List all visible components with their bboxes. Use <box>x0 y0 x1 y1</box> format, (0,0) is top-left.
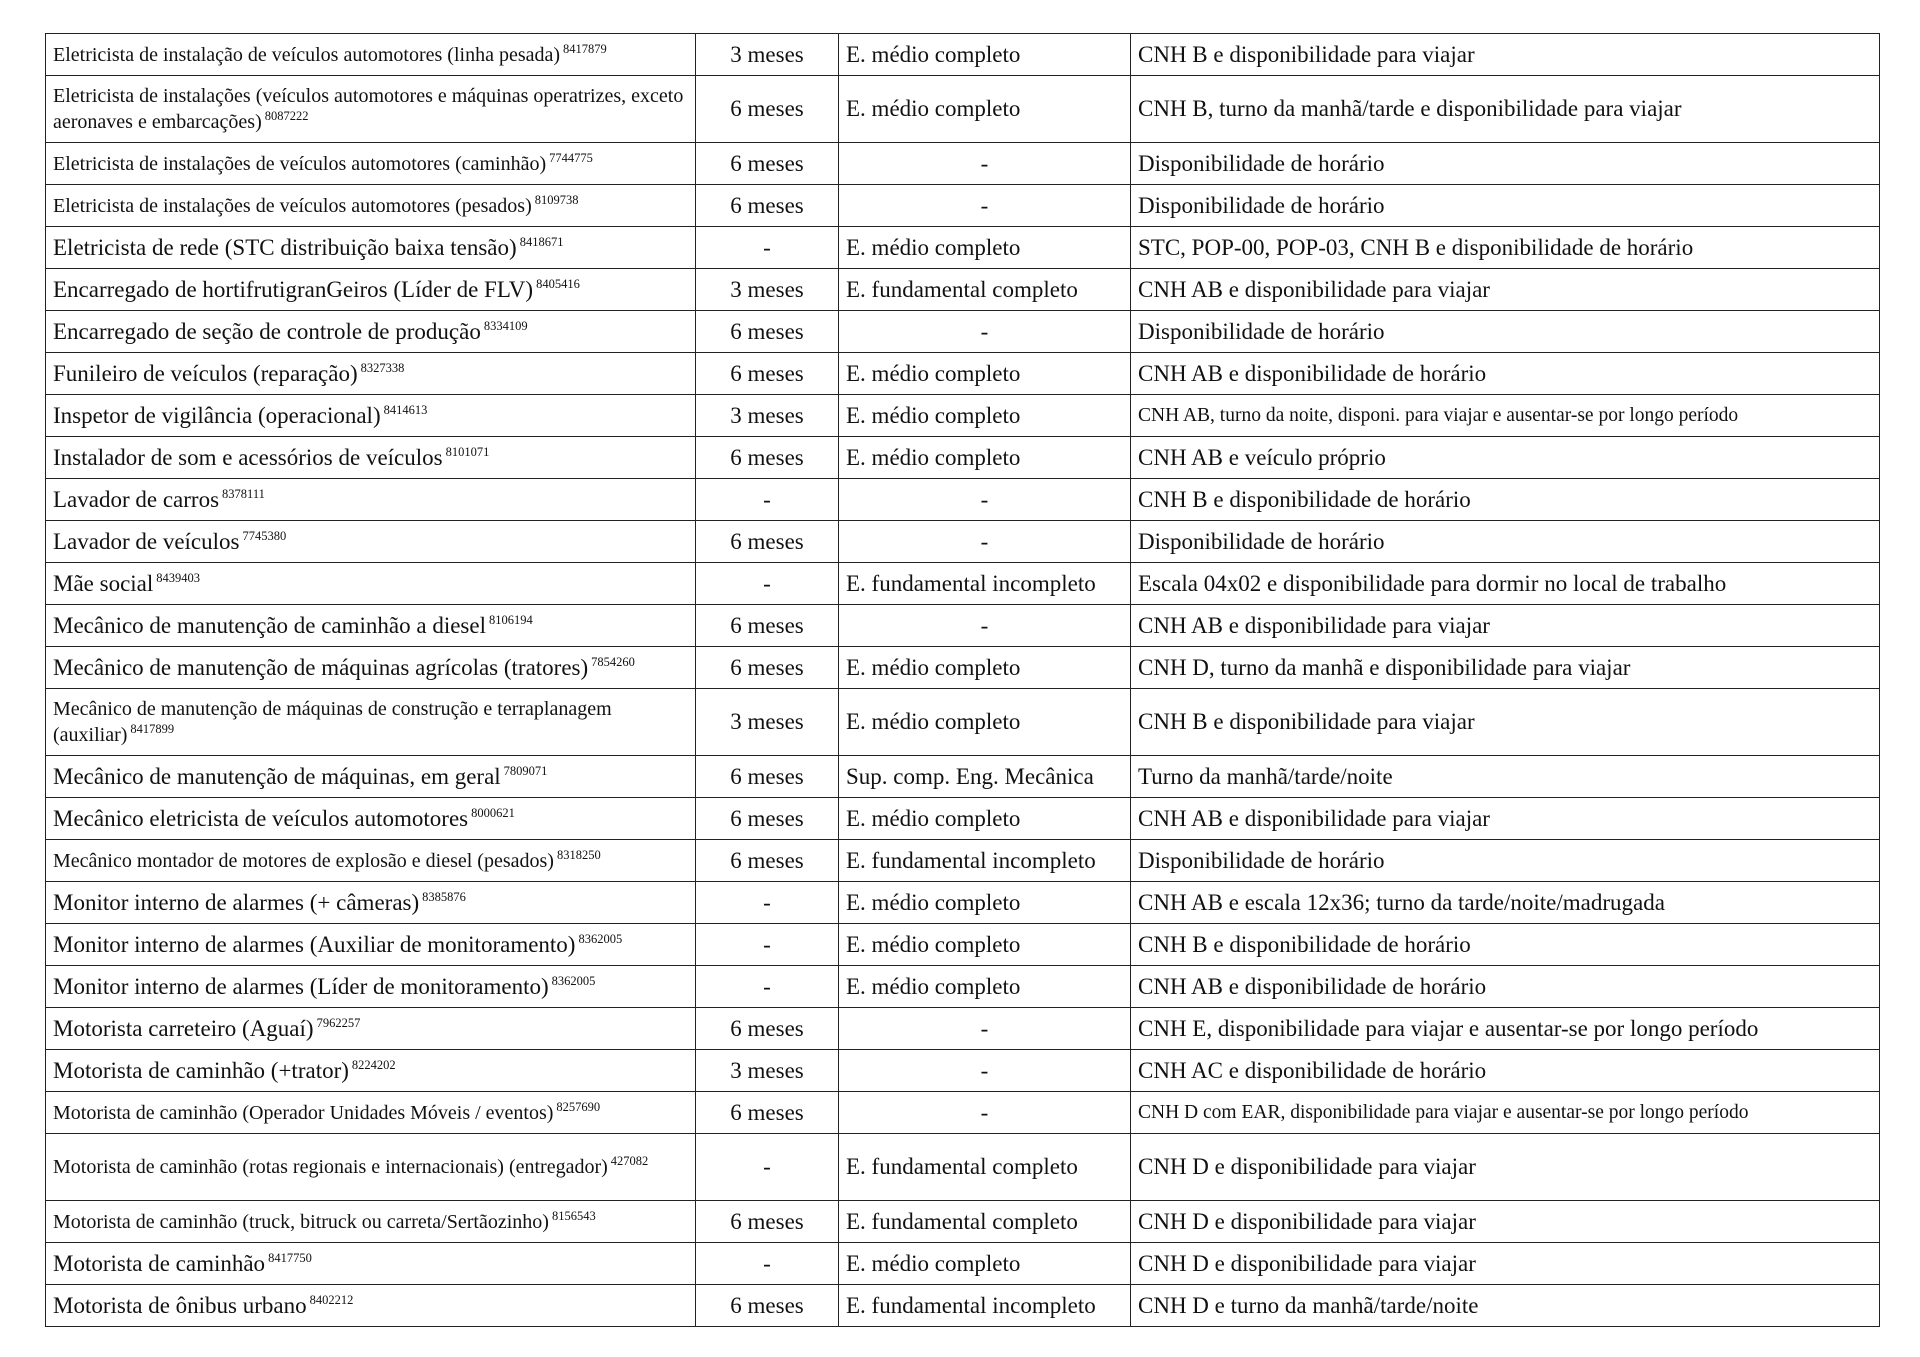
experience-cell: 6 meses <box>696 185 839 227</box>
table-row <box>46 143 1880 185</box>
table-row <box>46 1201 1880 1243</box>
experience-cell: 6 meses <box>696 353 839 395</box>
table-row <box>46 647 1880 689</box>
job-title: Eletricista de rede (STC distribuição baixa tensão) <box>53 234 517 260</box>
education-cell: E. fundamental completo <box>839 269 1131 311</box>
education-cell: E. médio completo <box>839 437 1131 479</box>
education-cell: E. médio completo <box>839 34 1131 76</box>
job-code: 427082 <box>610 1154 649 1169</box>
education-cell: E. médio completo <box>839 882 1131 924</box>
job-title: Mecânico de manutenção de caminhão a diesel <box>53 612 486 638</box>
experience-cell: 6 meses <box>696 76 839 143</box>
table-row <box>46 521 1880 563</box>
experience-cell: 6 meses <box>696 437 839 479</box>
requirements-cell: CNH D e turno da manhã/tarde/noite <box>1131 1285 1880 1327</box>
job-title-cell <box>46 882 696 924</box>
experience-cell: - <box>696 227 839 269</box>
job-code: 7809071 <box>503 763 548 778</box>
job-code: 8385876 <box>422 889 466 904</box>
job-title: Mecânico eletricista de veículos automotores <box>53 805 469 831</box>
education-cell: E. médio completo <box>839 227 1131 269</box>
table-row <box>46 605 1880 647</box>
job-code: 8402212 <box>309 1292 354 1307</box>
job-title-cell <box>46 227 696 269</box>
job-title: Lavador de veículos <box>53 528 240 554</box>
table-row <box>46 798 1880 840</box>
education-cell: - <box>839 479 1131 521</box>
job-title: Mãe social <box>53 570 154 596</box>
job-title: Mecânico de manutenção de máquinas de construção e terraplanagem (auxiliar) <box>53 698 612 746</box>
table-row <box>46 34 1880 76</box>
job-title-cell <box>46 1008 696 1050</box>
job-title-cell <box>46 840 696 882</box>
requirements-cell: Disponibilidade de horário <box>1131 521 1880 563</box>
job-title: Motorista de caminhão (rotas regionais e internacionais) (entregador) <box>53 1156 608 1178</box>
table-row <box>46 1243 1880 1285</box>
education-cell: - <box>839 311 1131 353</box>
job-title: Motorista de caminhão (+trator) <box>53 1057 349 1083</box>
experience-cell: 6 meses <box>696 798 839 840</box>
requirements-cell: Escala 04x02 e disponibilidade para dormir no local de trabalho <box>1131 563 1880 605</box>
experience-cell: - <box>696 479 839 521</box>
experience-cell: 6 meses <box>696 521 839 563</box>
requirements-cell: CNH AB e disponibilidade de horário <box>1131 966 1880 1008</box>
requirements-cell: Disponibilidade de horário <box>1131 311 1880 353</box>
job-title: Lavador de carros <box>53 486 220 512</box>
table-row <box>46 689 1880 756</box>
education-cell: E. médio completo <box>839 1243 1131 1285</box>
education-cell: E. médio completo <box>839 353 1131 395</box>
education-cell: E. médio completo <box>839 395 1131 437</box>
job-code: 7854260 <box>591 654 635 669</box>
experience-cell: 6 meses <box>696 1008 839 1050</box>
job-code: 7744775 <box>549 150 593 165</box>
job-title: Eletricista de instalações de veículos automotores (pesados) <box>53 194 532 217</box>
job-title: Funileiro de veículos (reparação) <box>53 360 358 386</box>
education-cell: E. médio completo <box>839 76 1131 143</box>
education-cell: Sup. comp. Eng. Mecânica <box>839 756 1131 798</box>
job-title-cell <box>46 1092 696 1134</box>
education-cell: E. fundamental completo <box>839 1134 1131 1201</box>
education-cell: E. fundamental incompleto <box>839 1285 1131 1327</box>
job-title: Motorista carreteiro (Aguaí) <box>53 1015 314 1041</box>
requirements-cell: CNH D com EAR, disponibilidade para viajar e ausentar-se por longo período <box>1131 1092 1880 1134</box>
job-title: Encarregado de hortifrutigranGeiros (Líder de FLV) <box>53 276 534 302</box>
job-title-cell <box>46 647 696 689</box>
job-title-cell <box>46 563 696 605</box>
job-code: 8414613 <box>383 402 428 417</box>
requirements-cell: CNH D e disponibilidade para viajar <box>1131 1134 1880 1201</box>
requirements-cell: Disponibilidade de horário <box>1131 840 1880 882</box>
experience-cell: 3 meses <box>696 395 839 437</box>
experience-cell: 6 meses <box>696 311 839 353</box>
experience-cell: - <box>696 1134 839 1201</box>
job-title: Monitor interno de alarmes (Auxiliar de monitoramento) <box>53 931 576 957</box>
table-row <box>46 1134 1880 1201</box>
table-row <box>46 269 1880 311</box>
experience-cell: 6 meses <box>696 840 839 882</box>
education-cell: E. fundamental incompleto <box>839 563 1131 605</box>
requirements-cell: CNH AB e disponibilidade para viajar <box>1131 798 1880 840</box>
job-code: 8439403 <box>156 570 201 585</box>
table-row <box>46 311 1880 353</box>
experience-cell: 6 meses <box>696 1285 839 1327</box>
requirements-cell: CNH AB e disponibilidade para viajar <box>1131 605 1880 647</box>
job-code: 8405416 <box>536 276 580 291</box>
education-cell: - <box>839 1050 1131 1092</box>
table-row <box>46 1050 1880 1092</box>
table-row <box>46 353 1880 395</box>
experience-cell: - <box>696 966 839 1008</box>
table-row <box>46 840 1880 882</box>
table-row <box>46 227 1880 269</box>
job-title: Eletricista de instalações de veículos automotores (caminhão) <box>53 152 547 175</box>
requirements-cell: CNH B e disponibilidade para viajar <box>1131 34 1880 76</box>
education-cell: E. médio completo <box>839 924 1131 966</box>
job-title-cell <box>46 1285 696 1327</box>
table-row <box>46 966 1880 1008</box>
education-cell: E. médio completo <box>839 647 1131 689</box>
requirements-cell: Disponibilidade de horário <box>1131 143 1880 185</box>
job-code: 8417899 <box>130 722 175 737</box>
requirements-cell: CNH B e disponibilidade para viajar <box>1131 689 1880 756</box>
experience-cell: - <box>696 1243 839 1285</box>
job-code: 8318250 <box>556 847 601 862</box>
education-cell: E. médio completo <box>839 966 1131 1008</box>
table-row <box>46 479 1880 521</box>
job-title-cell <box>46 924 696 966</box>
requirements-cell: CNH D, turno da manhã e disponibilidade para viajar <box>1131 647 1880 689</box>
requirements-cell: CNH D e disponibilidade para viajar <box>1131 1243 1880 1285</box>
experience-cell: 6 meses <box>696 143 839 185</box>
job-code: 8378111 <box>222 486 265 501</box>
education-cell: E. médio completo <box>839 798 1131 840</box>
education-cell: - <box>839 1092 1131 1134</box>
job-title: Motorista de caminhão (Operador Unidades Móveis / eventos) <box>53 1101 554 1124</box>
experience-cell: - <box>696 882 839 924</box>
table-row <box>46 563 1880 605</box>
job-title: Monitor interno de alarmes (+ câmeras) <box>53 889 420 915</box>
job-title-cell <box>46 966 696 1008</box>
education-cell: - <box>839 185 1131 227</box>
requirements-cell: CNH AB e escala 12x36; turno da tarde/noite/madrugada <box>1131 882 1880 924</box>
job-code: 8156543 <box>551 1208 596 1223</box>
experience-cell: - <box>696 924 839 966</box>
job-title: Motorista de caminhão <box>53 1250 266 1276</box>
table-row <box>46 76 1880 143</box>
job-title: Mecânico de manutenção de máquinas agrícolas (tratores) <box>53 654 589 680</box>
job-title: Instalador de som e acessórios de veículos <box>53 444 443 470</box>
job-title: Mecânico montador de motores de explosão e diesel (pesados) <box>53 849 554 872</box>
job-code: 8417879 <box>563 41 607 56</box>
experience-cell: 3 meses <box>696 34 839 76</box>
requirements-cell: CNH B, turno da manhã/tarde e disponibilidade para viajar <box>1131 76 1880 143</box>
job-title-cell <box>46 1201 696 1243</box>
job-title-cell <box>46 353 696 395</box>
education-cell: E. fundamental completo <box>839 1201 1131 1243</box>
job-title: Monitor interno de alarmes (Líder de monitoramento) <box>53 973 549 999</box>
job-code: 8106194 <box>488 612 533 627</box>
job-code: 8109738 <box>534 192 579 207</box>
job-title-cell <box>46 437 696 479</box>
job-code: 8362005 <box>578 931 623 946</box>
job-openings-table <box>45 33 1880 1327</box>
job-code: 8362005 <box>551 973 596 988</box>
requirements-cell: CNH B e disponibilidade de horário <box>1131 924 1880 966</box>
job-code: 8000621 <box>471 805 515 820</box>
job-openings-body <box>46 34 1880 1327</box>
job-title-cell <box>46 34 696 76</box>
requirements-cell: Disponibilidade de horário <box>1131 185 1880 227</box>
education-cell: - <box>839 521 1131 563</box>
job-code: 7745380 <box>242 528 287 543</box>
job-title-cell <box>46 311 696 353</box>
job-title-cell <box>46 76 696 143</box>
table-row <box>46 1285 1880 1327</box>
requirements-cell: CNH AC e disponibilidade de horário <box>1131 1050 1880 1092</box>
job-title-cell <box>46 185 696 227</box>
requirements-cell: CNH D e disponibilidade para viajar <box>1131 1201 1880 1243</box>
experience-cell: 6 meses <box>696 1201 839 1243</box>
education-cell: - <box>839 605 1131 647</box>
job-title-cell <box>46 1050 696 1092</box>
job-title-cell <box>46 1134 696 1201</box>
table-row <box>46 185 1880 227</box>
table-row <box>46 924 1880 966</box>
experience-cell: 6 meses <box>696 647 839 689</box>
requirements-cell: CNH B e disponibilidade de horário <box>1131 479 1880 521</box>
job-code: 8257690 <box>556 1099 601 1114</box>
experience-cell: 6 meses <box>696 1092 839 1134</box>
experience-cell: 6 meses <box>696 605 839 647</box>
experience-cell: 3 meses <box>696 1050 839 1092</box>
job-title-cell <box>46 605 696 647</box>
job-title-cell <box>46 143 696 185</box>
requirements-cell: CNH AB e veículo próprio <box>1131 437 1880 479</box>
table-row <box>46 882 1880 924</box>
requirements-cell: CNH E, disponibilidade para viajar e ausentar-se por longo período <box>1131 1008 1880 1050</box>
job-title-cell <box>46 269 696 311</box>
job-title: Motorista de caminhão (truck, bitruck ou carreta/Sertãozinho) <box>53 1210 549 1233</box>
job-title-cell <box>46 798 696 840</box>
job-code: 8224202 <box>351 1057 396 1072</box>
table-row <box>46 1092 1880 1134</box>
requirements-cell: CNH AB e disponibilidade de horário <box>1131 353 1880 395</box>
requirements-cell: CNH AB e disponibilidade para viajar <box>1131 269 1880 311</box>
job-title-cell <box>46 1243 696 1285</box>
job-title: Encarregado de seção de controle de produção <box>53 318 481 344</box>
education-cell: - <box>839 1008 1131 1050</box>
job-title: Mecânico de manutenção de máquinas, em geral <box>53 763 501 789</box>
job-title-cell <box>46 689 696 756</box>
job-code: 8327338 <box>360 360 405 375</box>
job-title: Eletricista de instalações (veículos automotores e máquinas operatrizes, exceto aeronaves e embarcações) <box>53 85 684 133</box>
education-cell: - <box>839 143 1131 185</box>
job-title: Inspetor de vigilância (operacional) <box>53 402 381 428</box>
experience-cell: 3 meses <box>696 689 839 756</box>
experience-cell: - <box>696 563 839 605</box>
requirements-cell: STC, POP-00, POP-03, CNH B e disponibilidade de horário <box>1131 227 1880 269</box>
job-title-cell <box>46 756 696 798</box>
table-row <box>46 437 1880 479</box>
job-title-cell <box>46 395 696 437</box>
table-row <box>46 395 1880 437</box>
experience-cell: 3 meses <box>696 269 839 311</box>
job-code: 8417750 <box>268 1250 312 1265</box>
job-code: 8087222 <box>264 109 309 124</box>
job-code: 8101071 <box>445 444 490 459</box>
job-code: 8334109 <box>483 318 528 333</box>
table-row <box>46 1008 1880 1050</box>
requirements-cell: CNH AB, turno da noite, disponi. para viajar e ausentar-se por longo período <box>1131 395 1880 437</box>
job-code: 8418671 <box>519 234 564 249</box>
job-title: Eletricista de instalação de veículos automotores (linha pesada) <box>53 43 561 66</box>
job-title-cell <box>46 479 696 521</box>
job-title-cell <box>46 521 696 563</box>
job-code: 7962257 <box>316 1015 361 1030</box>
requirements-cell: Turno da manhã/tarde/noite <box>1131 756 1880 798</box>
education-cell: E. médio completo <box>839 689 1131 756</box>
education-cell: E. fundamental incompleto <box>839 840 1131 882</box>
experience-cell: 6 meses <box>696 756 839 798</box>
job-title: Motorista de ônibus urbano <box>53 1292 307 1318</box>
table-row <box>46 756 1880 798</box>
